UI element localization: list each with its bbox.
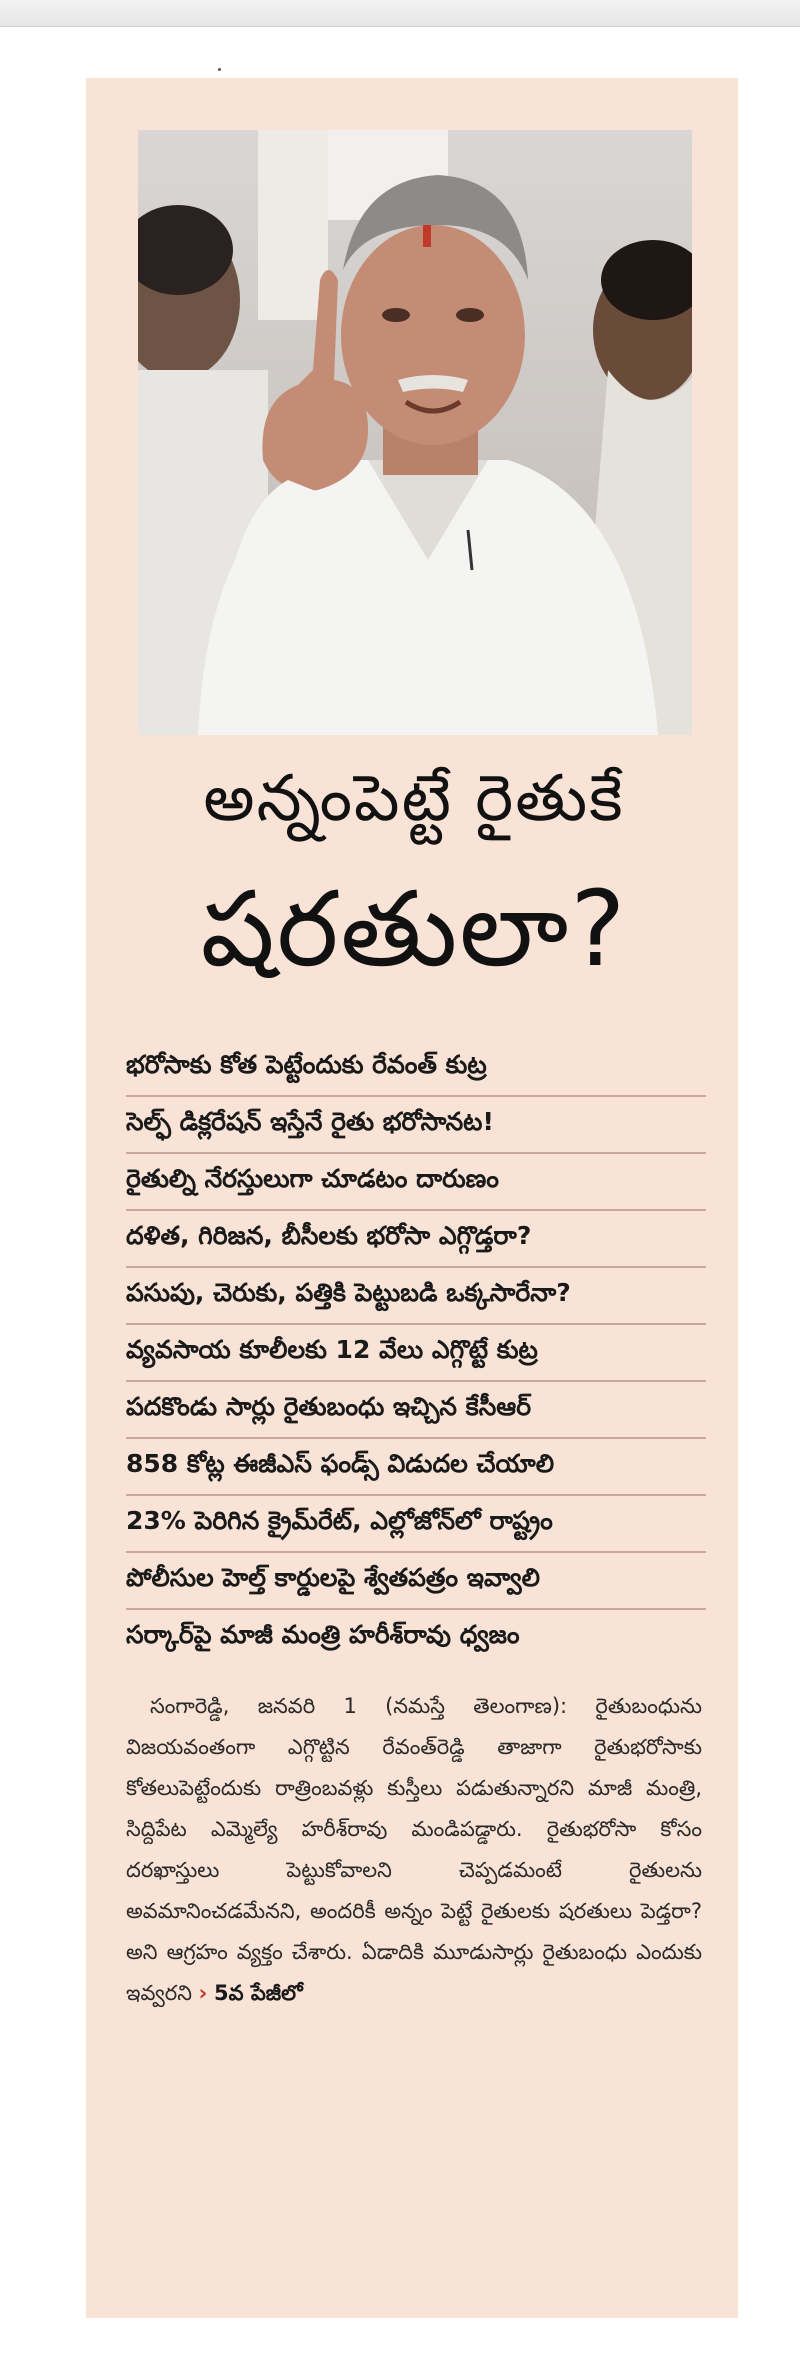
news-clipping [86, 78, 738, 2318]
deck-line: దళిత, గిరిజన, బీసీలకు భరోసా ఎగ్గొడ్తరా? [126, 1211, 706, 1268]
news-photo [138, 130, 692, 735]
deck-line: పసుపు, చెరుకు, పత్తికి పెట్టుబడి ఒక్కసారేనా? [126, 1268, 706, 1325]
continued-on-page[interactable]: 5వ పేజీలో [214, 1981, 303, 2005]
jump-arrow-icon: › [198, 1981, 208, 2005]
deck-line: సర్కార్‌పై మాజీ మంత్రి హరీశ్‌రావు ధ్వజం [126, 1619, 520, 1649]
deck-line: వ్యవసాయ కూలీలకు 12 వేలు ఎగ్గొట్టే కుట్ర [126, 1325, 706, 1382]
politician-photo-illustration [138, 130, 692, 735]
page-speck [218, 68, 221, 71]
headline-line-2: షరతులా? [200, 868, 628, 990]
browser-top-bar [0, 0, 800, 27]
sub-headline-list [126, 1040, 706, 1665]
article-body [126, 1686, 702, 2014]
deck-line: సెల్ఫ్ డిక్లరేషన్ ఇస్తేనే రైతు భరోసానట! [126, 1097, 706, 1154]
deck-line: రైతుల్ని నేరస్తులుగా చూడటం దారుణం [126, 1154, 706, 1211]
article-dateline: సంగారెడ్డి, జనవరి 1 (నమస్తే తెలంగాణ): [150, 1694, 568, 1718]
article-text: రైతుబంధును విజయవంతంగా ఎగ్గొట్టిన రేవంత్‌రెడ్డి తాజాగా రైతుభరోసాకు కోతలుపెట్టేందుకు రాత్రింబవళ్లు కుస్తీలు పడుతున్నారని మాజీ మంత్రి, సిద్దిపేట ఎమ్మెల్యే హరీశ్‌రావు మండిపడ్డారు. రైతుభరోసా కోసం దరఖాస్తులు పెట్టుకోవాలని చెప్పడమంటే రైతులను అవమానించడమేనని, అందరికీ అన్నం పెట్టే రైతులకు షరతులు పెడ్తరా? అని ఆగ్రహం వ్యక్తం చేశారు. ఏడాదికి మూడుసార్లు రైతుబంధు ఎందుకు ఇవ్వరని [126, 1694, 702, 2005]
deck-line: పదకొండు సార్లు రైతుబంధు ఇచ్చిన కేసీఆర్ [126, 1382, 706, 1439]
deck-line: 858 కోట్ల ఈజీఎస్ ఫండ్స్ విడుదల చేయాలి [126, 1439, 706, 1496]
deck-line: పోలీసుల హెల్త్ కార్డులపై శ్వేతపత్రం ఇవ్వాలి [126, 1553, 706, 1610]
deck-line: 23% పెరిగిన క్రైమ్‌రేట్, ఎల్లోజోన్‌లో రాష్ట్రం [126, 1496, 706, 1553]
headline-line-1: అన్నంపెట్టే రైతుకే [203, 762, 625, 836]
deck-line: భరోసాకు కోత పెట్టేందుకు రేవంత్ కుట్ర [126, 1040, 706, 1097]
